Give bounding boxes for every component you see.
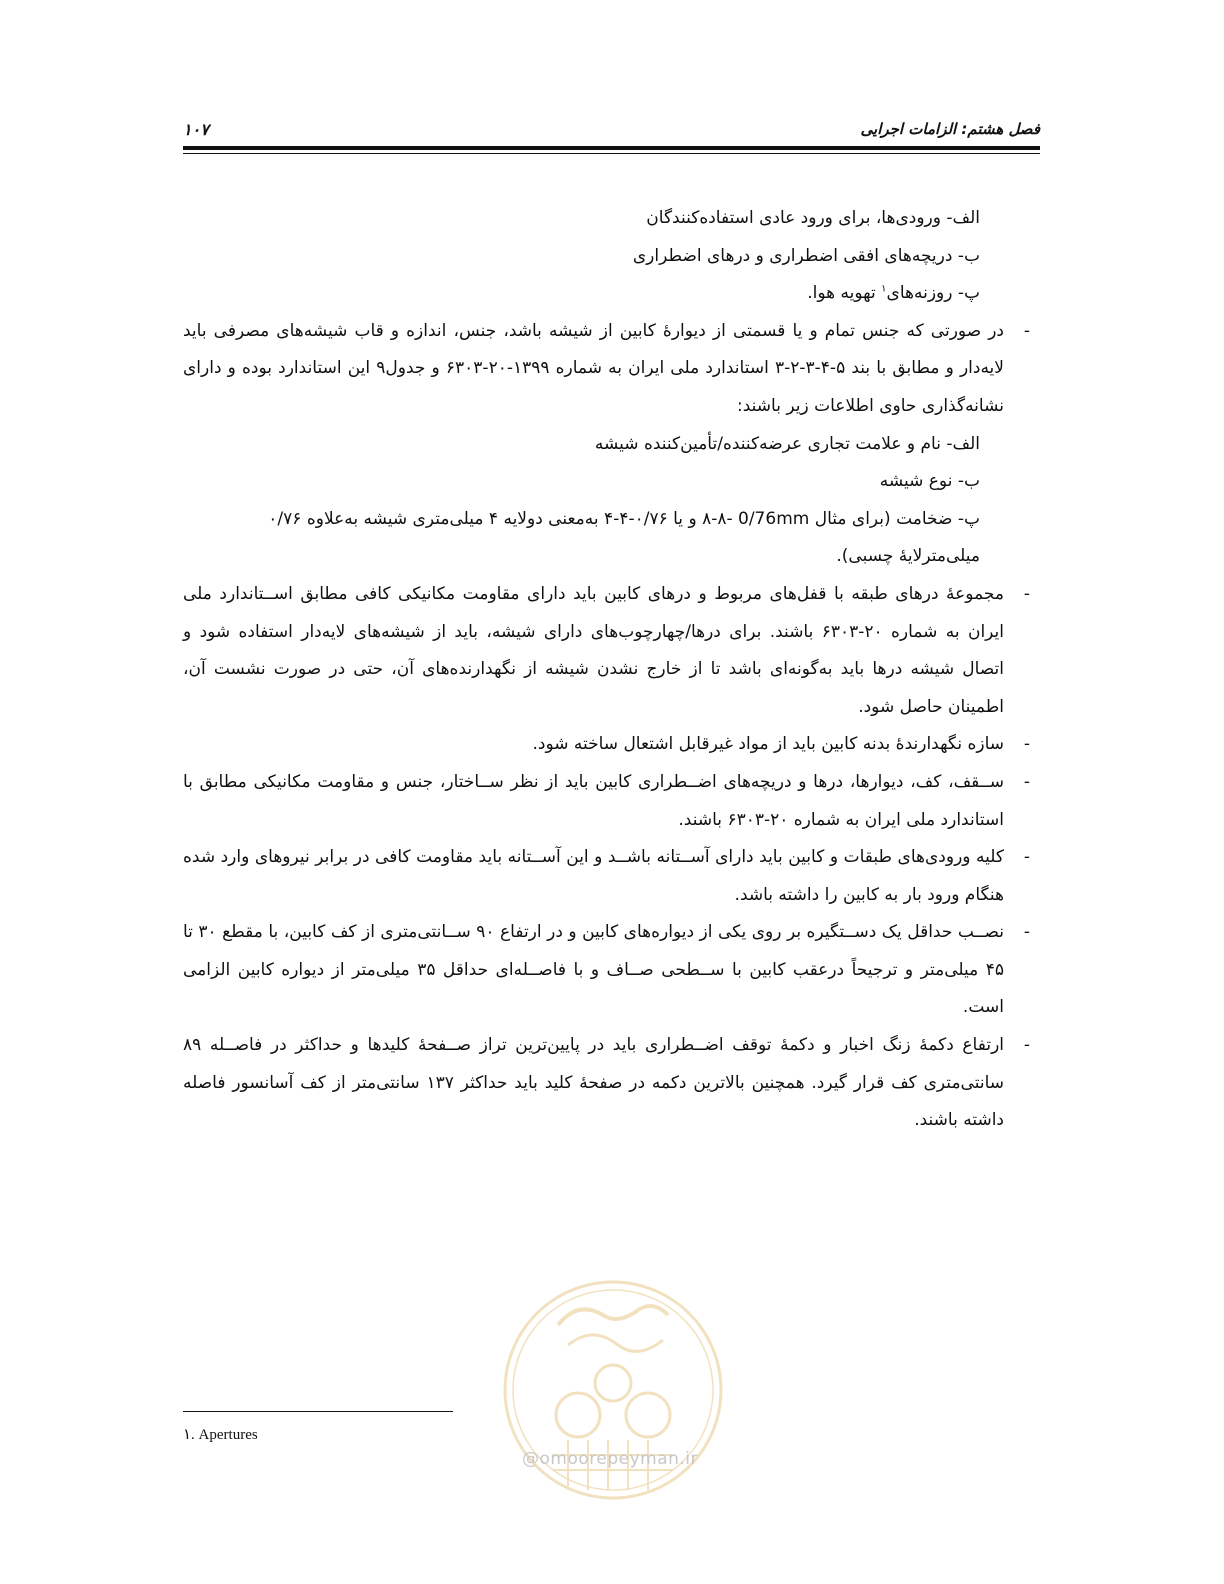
- intro-item-p-rest: تهویه هوا.: [807, 283, 882, 304]
- bullet-item: [183, 726, 1030, 764]
- intro-item-p-text: پ- روزنه‌های: [886, 283, 980, 304]
- bullet-item: [183, 313, 1030, 426]
- marking-item-p: پ- ضخامت (برای مثال ‎0/76mm‏ -۸-۸ و یا ۰/۷۶-۴-۴ به‌معنی دولایه ۴ میلی‌متری شیشه به‌علاوه ۰/۷۶ میلی‌مترلایهٔ چسبی).: [268, 508, 980, 567]
- page-number: ۱۰۷: [183, 120, 209, 139]
- intro-item-p: [183, 275, 1004, 313]
- bullet-item: [183, 914, 1030, 1027]
- watermark-seal-logo: [498, 1275, 728, 1505]
- marking-item-b: ب- نوع شیشه: [879, 471, 980, 492]
- marking-item-a: الف- نام و علامت تجاری عرضه‌کننده/تأمین‌کننده شیشه: [594, 433, 980, 454]
- bullet-dash: -: [1023, 1035, 1030, 1056]
- bullet-text: سازه نگهدارندهٔ بدنه کابین باید از مواد غیرقابل اشتعال ساخته شود.: [532, 734, 1004, 755]
- header-rule-thick: [183, 146, 1040, 150]
- watermark-url: @omoorepeyman.ir: [521, 1449, 699, 1469]
- footnote: ۱. Apertures: [183, 1427, 258, 1443]
- bullet-item: [183, 1027, 1030, 1140]
- intro-item-a: الف- ورودی‌ها، برای ورود عادی استفاده‌کنندگان: [646, 208, 980, 228]
- bullet-text: مجموعهٔ درهای طبقه با قفل‌های مربوط و درهای کابین باید دارای مقاومت مکانیکی کافی مطابق اســتاندارد ملی ایران به شماره ۲۰-۶۳۰۳ باشند. برای درها/چهارچوب‌های دارای شیشه، باید از شیشه‌های لایه‌دار استفاده شود و اتصال شیشه درها باید به‌گونه‌ای باشد تا از خارج نشدن شیشه از نگهدارنده‌های آن، حتی در صورت نشست آن، اطمینان حاصل شود.: [183, 583, 1004, 717]
- bullet-text: ارتفاع دکمهٔ زنگ اخبار و دکمهٔ توقف اضــطراری باید در پایین‌ترین تراز صــفحهٔ کلیدها و حداکثر در فاصــله ۸۹ سانتی‌متری کف قرار گیرد. همچنین بالاترین دکمه در صفحهٔ کلید باید حداکثر ۱۳۷ سانتی‌متر از کف آسانسور فاصله داشته باشند.: [183, 1035, 1004, 1131]
- bullet-dash: -: [1023, 771, 1030, 792]
- bullet-item: [183, 839, 1030, 914]
- header-rule-thin: [183, 153, 1040, 154]
- chapter-title: فصل هشتم: الزامات اجرایی: [860, 120, 1040, 138]
- bullet-item: [183, 576, 1030, 726]
- intro-item-b: ب- دریچه‌های افقی اضطراری و درهای اضطراری: [632, 245, 980, 266]
- bullet-dash: -: [1023, 320, 1030, 341]
- page-header: [183, 118, 1040, 164]
- bullet-text: کلیه ورودی‌های طبقات و کابین باید دارای آســتانه باشــد و این آســتانه باید مقاومت کافی در برابر نیروهای وارد شده هنگام ورود بار به کابین را داشته باشد.: [183, 847, 1004, 905]
- bullet-dash: -: [1023, 922, 1030, 943]
- bullet-item: [183, 764, 1030, 839]
- bullet-text: نصــب حداقل یک دســتگیره بر روی یکی از دیواره‌های کابین و در ارتفاع ۹۰ ســانتی‌متری از کف کابین، با مقطع ۳۰ تا ۴۵ میلی‌متر و ترجیحاً درعقب کابین با ســطحی صــاف و با فاصــله‌ای حداقل ۳۵ میلی‌متر از دیواره کابین الزامی است.: [183, 922, 1004, 1018]
- body-text: [183, 200, 1030, 1140]
- bullet-dash: -: [1023, 734, 1030, 755]
- bullet-text: در صورتی که جنس تمام و یا قسمتی از دیوارهٔ کابین از شیشه باشد، جنس، اندازه و قاب شیشه‌های مصرفی باید لایه‌دار و مطابق با بند ۵-۴-۳-۲-۳ استاندارد ملی ایران به شماره ۱۳۹۹-۲۰-۶۳۰۳ و جدول۹ این استاندارد بوده و دارای نشانه‌گذاری حاوی اطلاعات زیر باشند:: [183, 320, 1004, 416]
- bullet-dash: -: [1023, 583, 1030, 604]
- bullet-dash: -: [1023, 847, 1030, 868]
- bullet-text: ســقف، کف، دیوارها، درها و دریچه‌های اضــطراری کابین باید از نظر ســاختار، جنس و مقاومت مکانیکی مطابق با استاندارد ملی ایران به شماره ۲۰-۶۳۰۳ باشند.: [183, 771, 1004, 830]
- footnote-rule: [183, 1411, 453, 1412]
- footnote-marker[interactable]: ۱: [881, 283, 887, 295]
